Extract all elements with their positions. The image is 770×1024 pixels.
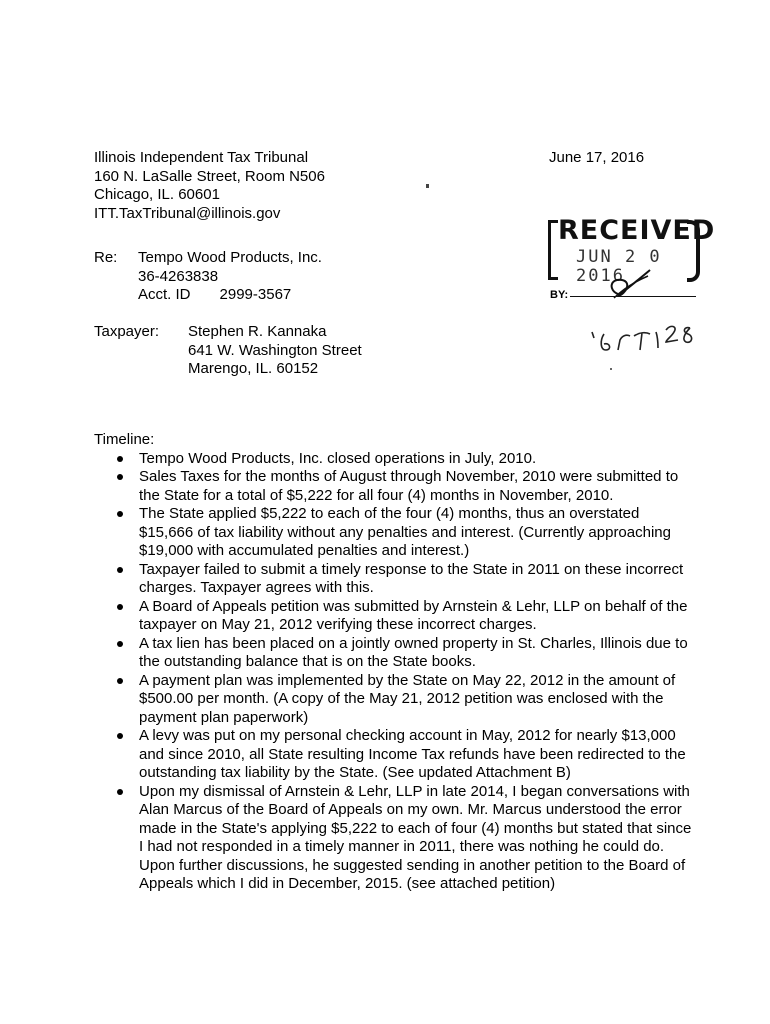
stamp-by-label: BY:	[550, 289, 569, 301]
list-item: A payment plan was implemented by the State on May 22, 2012 in the amount of $500.00 per month. (A copy of the May 21, 2012 petition was enclosed with the payment plan paperwork)	[94, 672, 694, 728]
timeline-section	[94, 431, 694, 894]
list-item: A Board of Appeals petition was submitted by Arnstein & Lehr, LLP on behalf of the taxpayer on May 21, 2012 verifying these incorrect charges.	[94, 598, 694, 635]
taxpayer-street: 641 W. Washington Street	[188, 341, 362, 359]
re-id-number: 36-4263838	[138, 267, 219, 285]
taxpayer-city: Marengo, IL. 60152	[188, 360, 319, 377]
stray-mark	[426, 184, 429, 188]
taxpayer-name: Stephen R. Kannaka	[188, 323, 327, 340]
list-item: The State applied $5,222 to each of the four (4) months, thus an overstated $15,666 of tax liability without any penalties and interest. (Currently approaching $19,000 with accumulated penalties and interest.)	[94, 505, 694, 561]
acct-label: Acct. ID	[138, 286, 191, 303]
stamp-date: JUN 2 0 2016	[576, 247, 662, 286]
acct-value: 2999-3567	[219, 286, 292, 303]
list-item: Sales Taxes for the months of August through November, 2010 were submitted to the State for a total of $5,222 for all four (4) months in November, 2010.	[94, 468, 694, 505]
list-item: Taxpayer failed to submit a timely response to the State in 2011 on these incorrect charges. Taxpayer agrees with this.	[94, 561, 694, 598]
taxpayer-block	[94, 323, 362, 377]
handwritten-docket-number	[590, 320, 700, 366]
timeline-heading: Timeline:	[94, 431, 155, 448]
recipient-city: Chicago, IL. 60601	[94, 186, 220, 203]
signature-initials	[588, 268, 668, 302]
recipient-address	[94, 149, 325, 223]
re-label: Re:	[94, 249, 118, 266]
re-company: Tempo Wood Products, Inc.	[138, 249, 322, 266]
stamp-word: RECEIVED	[558, 215, 716, 246]
svg-text:'16 TT 128: '16 TT 128	[590, 320, 595, 321]
list-item: Tempo Wood Products, Inc. closed operations in July, 2010.	[94, 450, 694, 469]
recipient-street: 160 N. LaSalle Street, Room N506	[94, 167, 325, 185]
letter-date: June 17, 2016	[549, 149, 645, 166]
list-item: Upon my dismissal of Arnstein & Lehr, LLP in late 2014, I began conversations with Alan Marcus of the Board of Appeals on my own. Mr. Marcus understood the error made in the State's applying $5,222 to each of four (4) months but stated that since I had not responded in a timely manner in 2011, there was nothing he could do. Upon further discussions, he suggested sending in another petition to the Board of Appeals which I did in December, 2015. (see attached petition)	[94, 783, 694, 894]
recipient-email: ITT.TaxTribunal@illinois.gov	[94, 204, 281, 222]
received-stamp	[548, 215, 716, 302]
list-item: A levy was put on my personal checking account in May, 2012 for nearly $13,000 and since 2010, all State resulting Income Tax refunds have been redirected to the outstanding tax liability by the State. (See updated Attachment B)	[94, 727, 694, 783]
re-block	[94, 249, 322, 303]
recipient-name: Illinois Independent Tax Tribunal	[94, 149, 309, 166]
taxpayer-label: Taxpayer:	[94, 323, 160, 340]
list-item: A tax lien has been placed on a jointly owned property in St. Charles, Illinois due to the outstanding balance that is on the State books.	[94, 635, 694, 672]
re-account	[138, 286, 322, 305]
timeline-list	[94, 450, 694, 894]
